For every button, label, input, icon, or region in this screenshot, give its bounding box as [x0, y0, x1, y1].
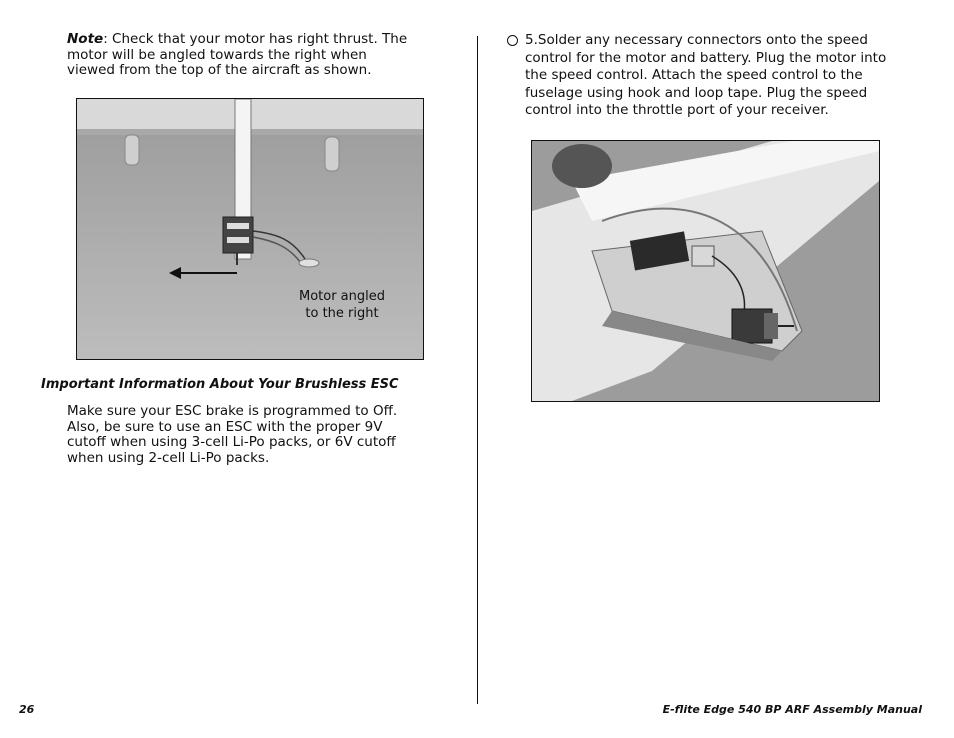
caption-line-2: to the right [305, 306, 379, 321]
esc-paragraph: Make sure your ESC brake is programmed to Off. Also, be sure to use an ESC with the proper 9V cutoff when using 3-cell Li-Po packs, or 6V cutoff when using 2-cell Li-Po packs. [67, 403, 398, 466]
step-5-paragraph: 5.Solder any necessary connectors onto the speed control for the motor and battery. Plug the motor into the speed control. Attach the speed control to the fuselage using hook and loop tape. Plug the speed control into the throttle port of your receiver. [525, 32, 887, 118]
esc-heading: Important Information About Your Brushless ESC [41, 377, 399, 392]
note-label: Note [67, 31, 104, 47]
step-checkbox[interactable] [507, 35, 518, 46]
photo-caption [277, 288, 407, 322]
note-paragraph [67, 32, 419, 79]
note-text: : Check that your motor has right thrust. The motor will be angled towards the right when viewed from the top of the aircraft as shown. [67, 31, 408, 78]
manual-title: E-flite Edge 540 BP ARF Assembly Manual [662, 703, 922, 716]
caption-line-1: Motor angled [298, 289, 386, 304]
motor-thrust-photo [76, 98, 424, 360]
column-divider [477, 36, 478, 704]
page-number: 26 [19, 703, 35, 716]
speed-control-photo [531, 140, 880, 402]
